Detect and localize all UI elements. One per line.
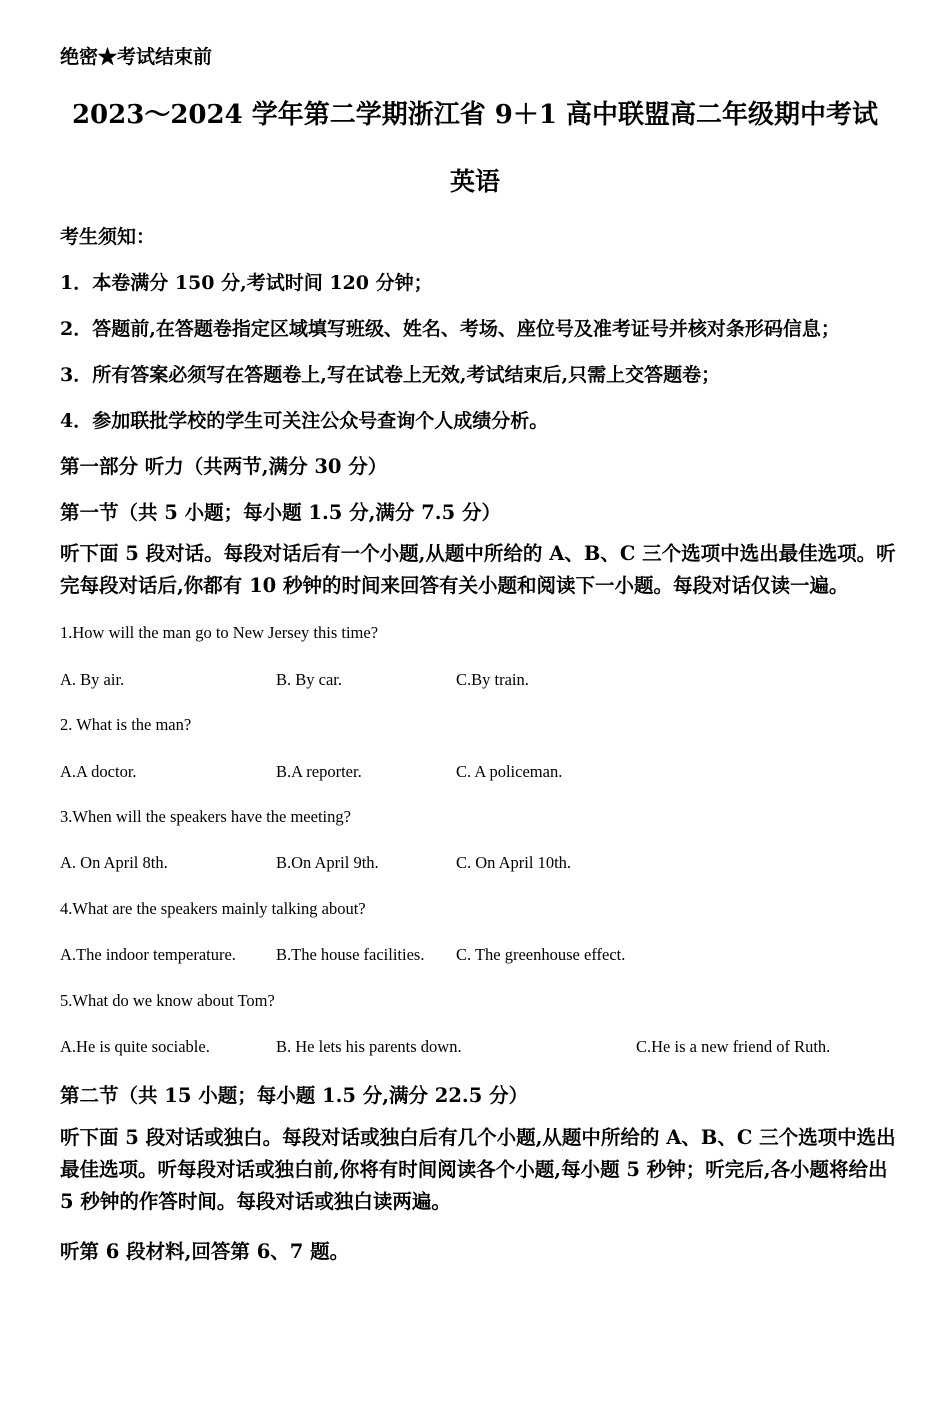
question-2-option-b: B.A reporter. (276, 762, 362, 781)
question-2-option-c: C. A policeman. (456, 762, 563, 781)
section2-heading: 第二节（共 15 小题；每小题 1.5 分,满分 22.5 分） (60, 1084, 529, 1107)
notice-item-3: 3．所有答案必须写在答题卷上,写在试卷上无效,考试结束后,只需上交答题卷； (60, 364, 721, 386)
confidential-label: 绝密★考试结束前 (60, 46, 213, 68)
question-5-stem: 5.What do we know about Tom? (60, 991, 275, 1010)
question-2-option-a: A.A doctor. (60, 762, 137, 781)
question-1-option-b: B. By car. (276, 670, 342, 689)
question-1-option-c: C.By train. (456, 670, 529, 689)
notice-heading: 考生须知： (60, 226, 156, 248)
question-5-option-b: B. He lets his parents down. (276, 1037, 462, 1056)
question-4-stem: 4.What are the speakers mainly talking about? (60, 899, 366, 918)
notice-item-2: 2．答题前,在答题卷指定区域填写班级、姓名、考场、座位号及准考证号并核对条形码信息； (60, 318, 840, 340)
question-4-option-a: A.The indoor temperature. (60, 945, 236, 964)
notice-item-1: 1．本卷满分 150 分,考试时间 120 分钟； (60, 272, 433, 294)
section1-heading: 第一节（共 5 小题；每小题 1.5 分,满分 7.5 分） (60, 501, 501, 524)
part1-heading: 第一部分 听力（共两节,满分 30 分） (60, 455, 388, 478)
question-1-option-a: A. By air. (60, 670, 125, 689)
question-3-stem: 3.When will the speakers have the meeting? (60, 807, 351, 826)
subject-title: 英语 (449, 167, 500, 196)
exam-title: 2023～2024 学年第二学期浙江省 9＋1 高中联盟高二年级期中考试 (71, 100, 879, 130)
question-5-option-c: C.He is a new friend of Ruth. (636, 1037, 831, 1056)
section2-instructions: 听下面 5 段对话或独白。每段对话或独白后有几个小题,从题中所给的 A、B、C 三个选项中选出最佳选项。听每段对话或独白前,你将有时间阅读各个小题,每小题 5 秒钟；听完后,各小题将给出 5 秒钟的作答时间。每段对话或独白读两遍。 (60, 1126, 896, 1213)
section1-instructions: 听下面 5 段对话。每段对话后有一个小题,从题中所给的 A、B、C 三个选项中选出最佳选项。听完每段对话后,你都有 10 秒钟的时间来回答有关小题和阅读下一小题。每段对话仅读一遍。 (60, 542, 896, 597)
question-5-option-a: A.He is quite sociable. (60, 1037, 210, 1056)
question-3-option-a: A. On April 8th. (60, 853, 168, 872)
material-6-instruction: 听第 6 段材料,回答第 6、7 题。 (60, 1240, 350, 1263)
question-2-stem: 2. What is the man? (60, 715, 192, 734)
notice-item-4: 4．参加联批学校的学生可关注公众号查询个人成绩分析。 (60, 410, 549, 432)
question-3-option-c: C. On April 10th. (456, 853, 572, 872)
question-3-option-b: B.On April 9th. (276, 853, 379, 872)
question-1-stem: 1.How will the man go to New Jersey this time? (60, 623, 379, 642)
question-4-option-b: B.The house facilities. (276, 945, 425, 964)
question-4-option-c: C. The greenhouse effect. (456, 945, 626, 964)
